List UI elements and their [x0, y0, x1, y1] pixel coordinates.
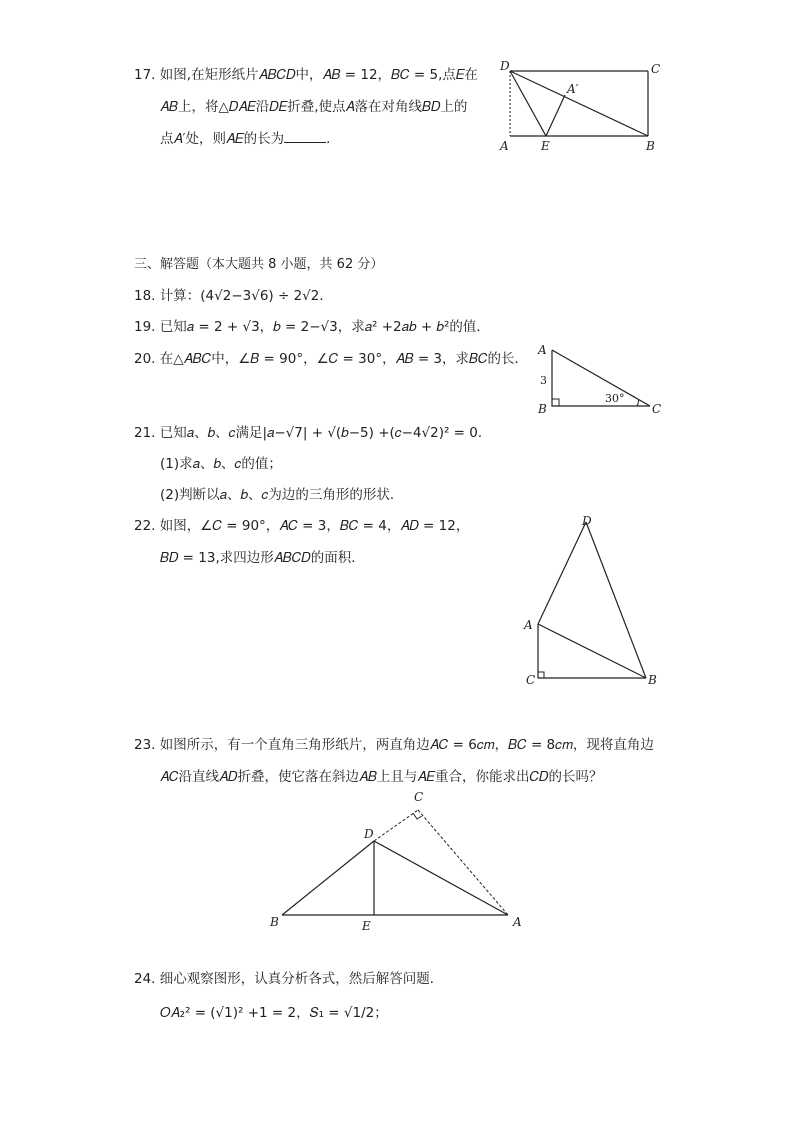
side-da — [538, 522, 586, 624]
question-number: 23. — [134, 737, 156, 753]
label-a-prime: A′ — [567, 82, 579, 96]
side-ab — [538, 624, 646, 678]
label-a: A — [524, 618, 533, 632]
q17-text-3: 点𝐴′处，则𝐴𝐸的长为 — [160, 131, 285, 147]
q20-right-triangle-figure — [532, 338, 672, 422]
q22-quadrilateral-figure — [518, 510, 668, 692]
q23-line-2: 𝐴𝐶沿直线𝐴𝐷折叠，使它落在斜边𝐴𝐵上且与𝐴𝐸重合，你能求出𝐶𝐷的长吗？ — [160, 769, 603, 785]
q17-line-3 — [160, 130, 340, 148]
right-angle-mark — [538, 672, 544, 678]
side-length-label: 3 — [540, 374, 547, 387]
angle-label: 30° — [605, 392, 625, 405]
q17-rectangle-figure — [496, 58, 666, 154]
side-bd — [282, 841, 374, 915]
label-b: B — [646, 139, 655, 153]
angle-arc — [637, 399, 639, 406]
section-detail: （本大题共 8 小题，共 62 分） — [199, 257, 384, 272]
section-header — [134, 256, 383, 274]
question-number: 21. — [134, 425, 156, 441]
question-number: 18. — [134, 288, 156, 304]
q19 — [134, 318, 490, 336]
side-db — [586, 522, 646, 678]
q21 — [134, 424, 491, 442]
segment-ca-dashed — [418, 810, 508, 915]
label-c: C — [651, 62, 661, 76]
right-angle-mark — [552, 399, 559, 406]
section-title: 三、解答题 — [134, 257, 200, 272]
label-c: C — [652, 402, 662, 416]
q22-text-1: 如图，∠𝐶 = 90°，𝐴𝐶 = 3，𝐵𝐶 = 4，𝐴𝐷 = 12， — [159, 518, 470, 534]
label-a: A — [500, 139, 509, 153]
label-d: D — [582, 514, 592, 528]
question-number: 19. — [134, 319, 156, 335]
q23-fold-triangle-figure — [266, 786, 536, 936]
label-d: D — [364, 827, 374, 841]
fold-line-de — [510, 71, 546, 136]
segment-dc-dashed — [374, 810, 418, 841]
question-number: 17. — [134, 67, 156, 83]
q17-period: ． — [326, 131, 340, 147]
q24-line-1 — [134, 970, 443, 988]
label-c: C — [526, 673, 536, 687]
segment-ea1 — [546, 95, 565, 136]
answer-blank — [284, 130, 326, 143]
fold-line-ad — [374, 841, 508, 915]
q22-line-1 — [134, 517, 469, 535]
q21-text: 已知𝑎、𝑏、𝑐满足|𝑎−√7| + √(𝑏−5) +(𝑐−4√2)² = 0． — [159, 425, 492, 441]
q18 — [134, 287, 333, 305]
q20-text: 在△𝐴𝐵𝐶中，∠𝐵 = 90°，∠𝐶 = 30°，𝐴𝐵 = 3，求𝐵𝐶的长． — [159, 351, 529, 367]
right-angle-mark — [413, 813, 422, 819]
label-c: C — [414, 790, 424, 804]
q20 — [134, 350, 528, 368]
q21-part-1: (1)求𝑎、𝑏、𝑐的值； — [160, 456, 282, 472]
question-number: 22. — [134, 518, 156, 534]
q17-line-2: 𝐴𝐵上，将△𝐷𝐴𝐸沿𝐷𝐸折叠,使点𝐴落在对角线𝐵𝐷上的 — [160, 99, 468, 115]
label-a: A — [538, 343, 547, 357]
label-b: B — [648, 673, 657, 687]
q21-part-2: (2)判断以𝑎、𝑏、𝑐为边的三角形的形状． — [160, 487, 404, 503]
question-number: 20. — [134, 351, 156, 367]
question-number: 24. — [134, 971, 156, 987]
q23-line-1 — [134, 736, 654, 754]
label-b: B — [270, 915, 279, 929]
q18-text: 计算：(4√2−3√6) ÷ 2√2． — [159, 288, 333, 304]
q17-text-1: 如图,在矩形纸片𝐴𝐵𝐶𝐷中，𝐴𝐵 = 12，𝐵𝐶 = 5,点𝐸在 — [159, 67, 478, 83]
label-b: B — [538, 402, 547, 416]
q19-text: 已知𝑎 = 2 + √3，𝑏 = 2−√3，求𝑎² +2𝑎𝑏 + 𝑏²的值． — [159, 319, 490, 335]
side-ac — [552, 350, 650, 406]
q22-line-2: 𝐵𝐷 = 13,求四边形𝐴𝐵𝐶𝐷的面积． — [160, 550, 365, 566]
label-d: D — [500, 59, 510, 73]
label-e: E — [362, 919, 371, 933]
q23-text-1: 如图所示，有一个直角三角形纸片，两直角边𝐴𝐶 = 6𝑐𝑚，𝐵𝐶 = 8𝑐𝑚，现将直角边 — [159, 737, 654, 753]
q17-line-1 — [134, 66, 478, 84]
label-a: A — [513, 915, 522, 929]
diagonal-bd — [510, 71, 648, 136]
q24-text-1: 细心观察图形，认真分析各式，然后解答问题． — [159, 971, 444, 987]
label-e: E — [541, 139, 550, 153]
q24-line-2: 𝑂𝐴₂² = (√1)² +1 = 2，𝑆₁ = √1/2； — [160, 1005, 388, 1021]
